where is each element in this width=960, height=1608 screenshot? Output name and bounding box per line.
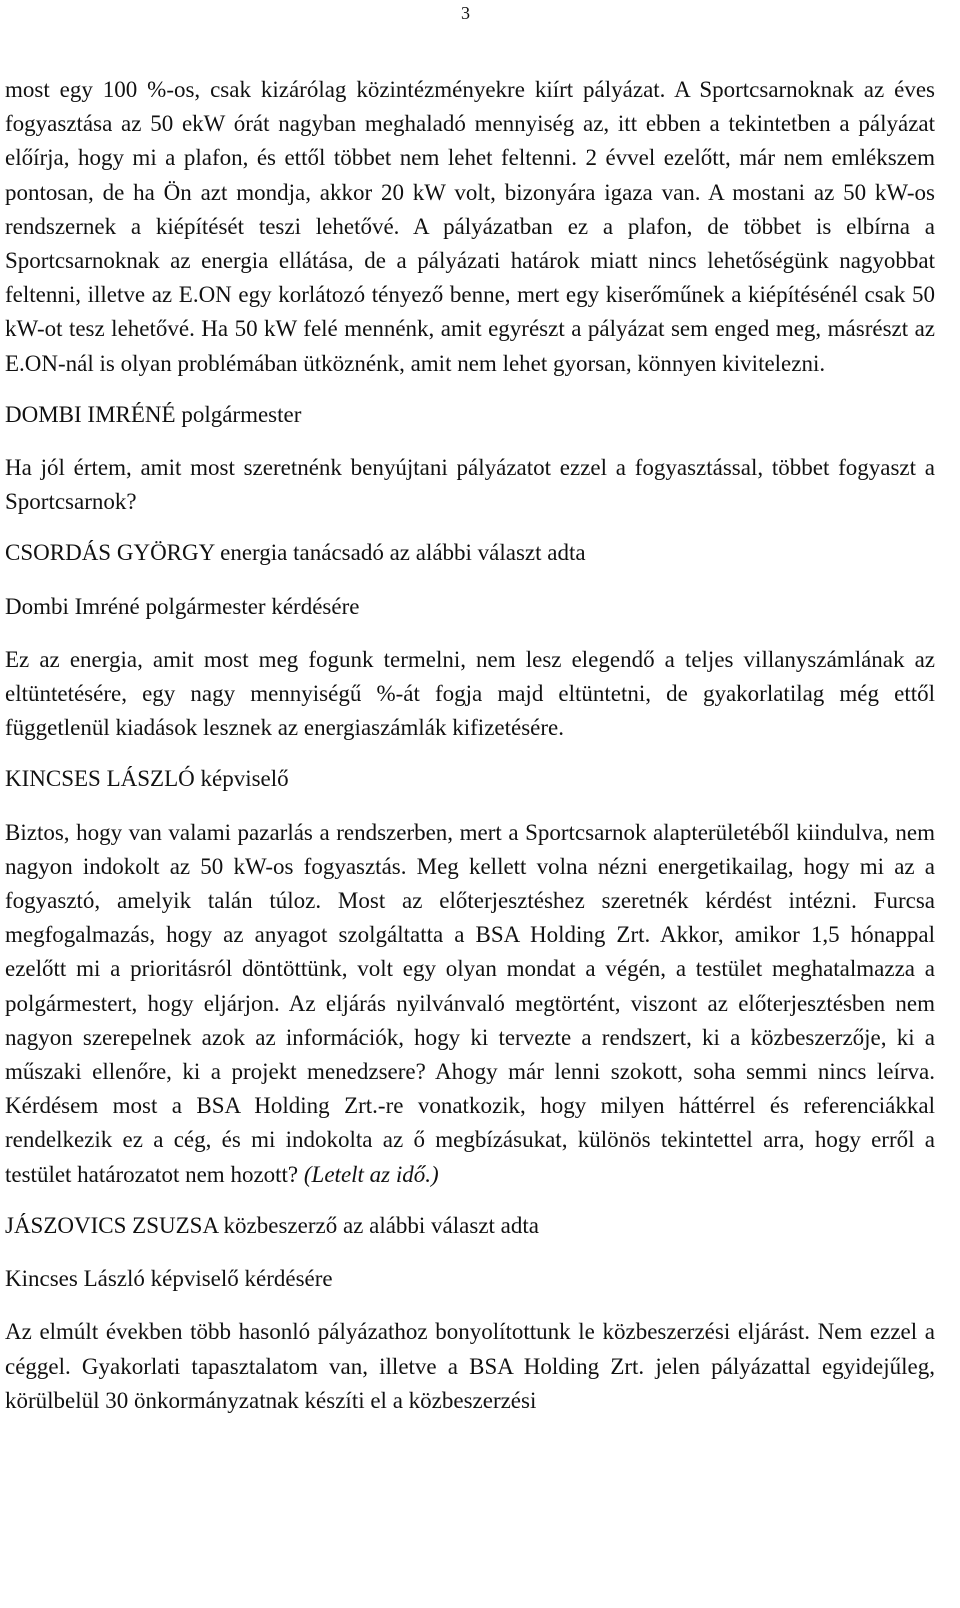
speech-text: Biztos, hogy van valami pazarlás a rendszerben, mert a Sportcsarnok alapterületéből kiindulva, nem nagyon indokolt az 50 kW-os fogyasztás. Meg kellett volna nézni energetikailag, hogy mi az a fogyasztó, amelyik talán túloz. Most az előterjesztéshez szeretnék kérdést intézni. Furcsa megfogalmazás, hogy az anyagot szolgáltatta a BSA Holding Zrt. Akkor, amikor 1,5 hónappal ezelőtt mi a prioritásról döntöttünk, volt egy olyan mondat a végén, a testület meghatalmazza a polgármestert, hogy eljárjon. Az eljárás nyilvánvaló megtörtént, viszont az előterjesztésben nem nagyon szerepelnek azok az információk, hogy ki tervezte a rendszert, ki a közbeszerzője, ki a műszaki ellenőre, ki a projekt menedzsere? Ahogy már lenni szokott, soha semmi nincs leírva. Kérdésem most a BSA Holding Zrt.-re vonatkozik, hogy milyen háttérrel és referenciákkal rendelkezik ez a cég, és mi indokolta az ő megbízásukat, különös tekintettel arra, hogy erről a testület határozatot nem hozott? [5,819,935,1187]
speech-paragraph: most egy 100 %-os, csak kizárólag közintézményekre kiírt pályázat. A Sportcsarnoknak az éves fogyasztása az 50 ekW órát nagyban meghaladó mennyiség az, itt ebben a tekintetben a pályázat előírja, hogy mi a plafon, és ettől többet nem lehet feltenni. 2 évvel ezelőtt, már nem emlékszem pontosan, de ha Ön azt mondja, akkor 20 kW volt, bizonyára igaza van. A mostani az 50 kW-os rendszernek a kiépítését teszi lehetővé. A pályázatban ez a plafon, de többet is elbírna a Sportcsarnoknak az energia ellátása, de a pályázati határok miatt nincs lehetőségünk nagyobbat feltenni, illetve az E.ON egy korlátozó tényező benne, mert egy kiserőműnek a kiépítésénél csak 50 kW-ot tesz lehetővé. Ha 50 kW felé mennénk, amit egyrészt a pályázat sem enged meg, másrészt az E.ON-nál is olyan problémában ütköznénk, amit nem lehet gyorsan, könnyen kivitelezni. [5,77,935,376]
speech-paragraph [5,816,935,1192]
speaker-heading: DOMBI IMRÉNÉ polgármester [5,401,302,427]
speech-paragraph: Az elmúlt években több hasonló pályázathoz bonyolítottunk le közbeszerzési eljárást. Nem ezzel a céggel. Gyakorlati tapasztalatom van, illetve a BSA Holding Zrt. jelen pályázattal egyidejűleg, körülbelül 30 önkormányzatnak készíti el a közbeszerzési [5,1319,935,1413]
speaker-heading: JÁSZOVICS ZSUZSA közbeszerző az alábbi választ adta [5,1212,539,1238]
speech-paragraph: Ez az energia, amit most meg fogunk termelni, nem lesz elegendő a teljes villanyszámlának az eltüntetésére, egy nagy mennyiségű %-át fogja majd eltüntetni, de gyakorlatilag még ettől függetlenül kiadások lesznek az energiaszámlák kifizetésére. [5,646,935,741]
transcript-body [5,73,935,1418]
time-expired-note: (Letelt az idő.) [303,1161,439,1187]
speaker-heading: KINCSES LÁSZLÓ képviselő [5,766,289,792]
speaker-heading: CSORDÁS GYÖRGY energia tanácsadó az alábbi választ adta [5,540,586,566]
page-number: 3 [461,3,470,23]
speech-paragraph: Ha jól értem, amit most szeretnénk benyújtani pályázatot ezzel a fogyasztással, többet fogyaszt a Sportcsarnok? [5,455,935,515]
speaker-subheading: Dombi Imréné polgármester kérdésére [5,593,360,619]
speaker-subheading: Kincses László képviselő kérdésére [5,1266,333,1292]
